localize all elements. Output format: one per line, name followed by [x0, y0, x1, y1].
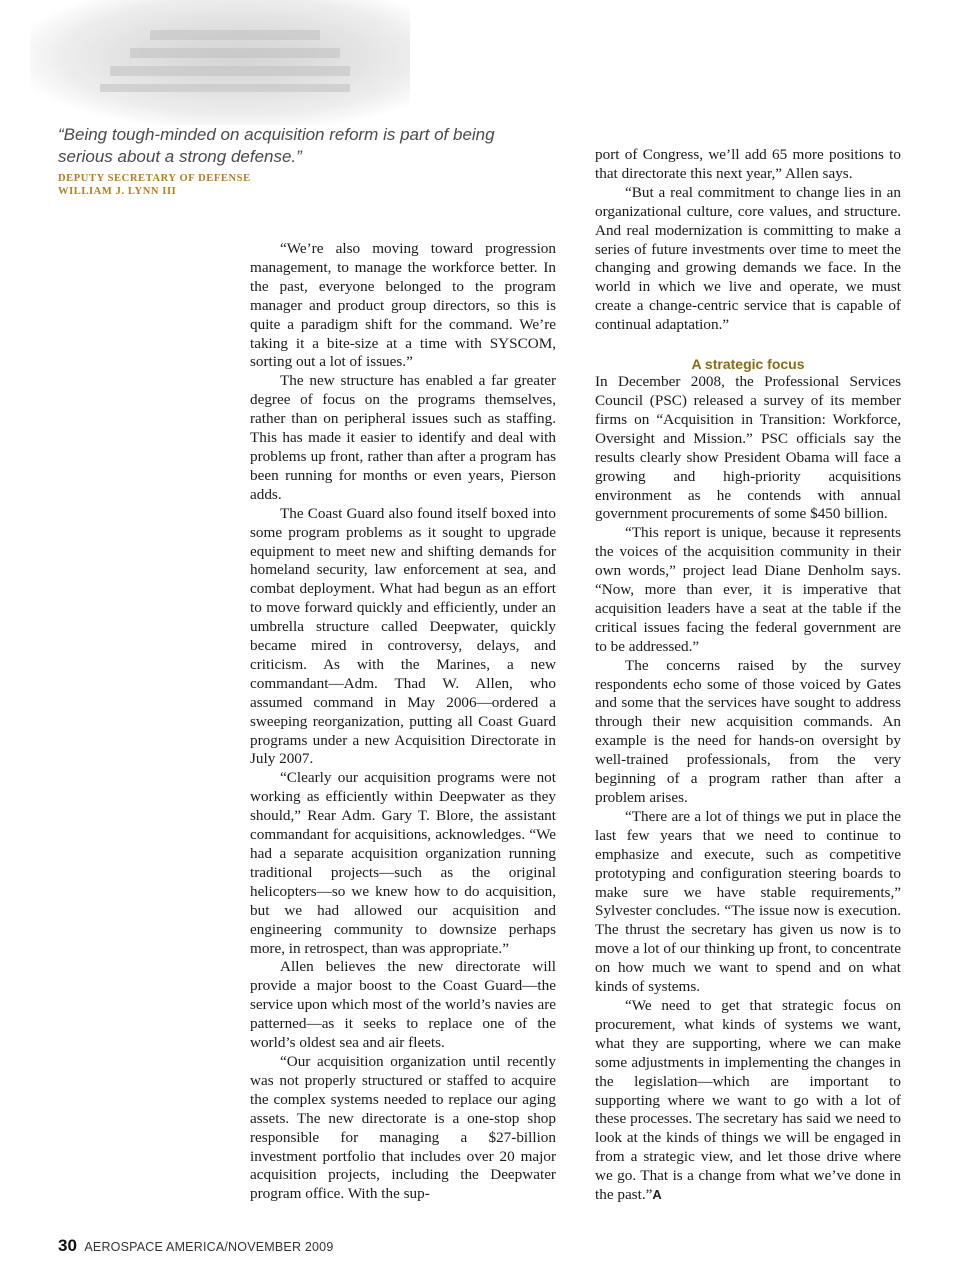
paragraph: “Clearly our acquisition programs were not working as efficiently within Deepwater as they should,” Rear Adm. Gary T. Blore, the assistant commandant for acquisitions, acknowledges. “We had a separate acquisition organization running traditional projects—such as the original helicopters—so we knew how to do acquisition, but we had allowed our acquisition and engineering community to downsize perhaps more, in retrospect, than was appropriate.” — [250, 769, 556, 957]
paragraph: The concerns raised by the survey respondents echo some of those voiced by Gates and some that the services have sought to address through their new acquisition commands. An example is the need for hands-on oversight by well-trained professionals, from the very beginning of a program rather than after a problem arises. — [595, 656, 901, 806]
publication-line: AEROSPACE AMERICA/NOVEMBER 2009 — [84, 1240, 334, 1254]
paragraph: The new structure has enabled a far greater degree of focus on the programs themselves, rather than on peripheral issues such as staffing. This has made it easier to identify and deal with problems up front, rather than after a program has been running for months or even years, Pierson adds. — [250, 372, 556, 503]
paragraph: In December 2008, the Professional Services Council (PSC) released a survey of its member firms on “Acquisition in Transition: Workforce, Oversight and Mission.” PSC officials say the results clearly show President Obama will face a growing and high-priority acquisitions environment as he contends with annual government procurements of some $450 billion. — [595, 373, 901, 523]
paragraph: The Coast Guard also found itself boxed into some program problems as it sought to upgrade equipment to meet new and shifting demands for homeland security, law enforcement at sea, and combat deployment. What had begun as an effort to move forward quickly and efficiently, under an umbrella structure called Deepwater, quickly became mired in controversy, delays, and criticism. As with the Marines, a new commandant—Adm. Thad W. Allen, who assumed command in May 2006—ordered a sweeping reorganization, putting all Coast Guard programs under a new Acquisition Directorate in July 2007. — [250, 504, 556, 768]
pentagon-photo — [30, 0, 410, 125]
end-mark-icon: A — [652, 1187, 662, 1203]
page-footer — [58, 1236, 333, 1256]
section-subhead: A strategic focus — [691, 356, 805, 373]
pull-quote-attribution-name: WILLIAM J. LYNN III — [58, 186, 177, 197]
article-column-left — [250, 240, 556, 1204]
paragraph: Allen believes the new directorate will provide a major boost to the Coast Guard—the service upon which most of the world’s navies are patterned—as it seeks to replace one of the world’s oldest sea and air fleets. — [250, 958, 556, 1052]
page-number: 30 — [58, 1236, 77, 1255]
paragraph: “We’re also moving toward progression management, to manage the workforce better. In the past, everyone belonged to the program manager and product group directors, so this is quite a paradigm shift for the command. We’re taking it a bite-size at a time with SYSCOM, sorting out a lot of issues.” — [250, 240, 556, 371]
paragraph: “There are a lot of things we put in place the last few years that we need to continue to emphasize and execute, such as competitive prototyping and configuration steering boards to make sure we have stable requirements,” Sylvester concludes. “The issue now is execution. The thrust the secretary has given us now is to move a lot of our thinking up front, to concentrate on how much we want to spend and on what kinds of systems. — [595, 807, 901, 996]
pull-quote-attribution-title: DEPUTY SECRETARY OF DEFENSE — [58, 173, 251, 184]
pull-quote — [58, 124, 538, 198]
paragraph: “But a real commitment to change lies in an organizational culture, core values, and structure. And real modernization is committing to make a series of future investments over time to meet the changing and growing demands we face. In the world in which we live and operate, we must create a change-centric service that is capable of continual adaptation.” — [595, 183, 901, 334]
article-column-right — [595, 146, 901, 1205]
paragraph: “Our acquisition organization until recently was not properly structured or staffed to acquire the complex systems needed to replace our aging assets. The new directorate is a one-stop shop responsible for managing a $27-billion investment portfolio that includes over 20 major acquisition projects, including the Deepwater program office. With the sup- — [250, 1052, 556, 1203]
paragraph-last-text: “We need to get that strategic focus on procurement, what kinds of systems we want, what they are supporting, where we can make some adjustments in implementing the changes in the legislation—which are important to supporting where we want to go with a lot of these processes. The secretary has said we need to look at the kinds of things we will be engaged in from a strategic view, and let those drive where we go. That is a change from what we’ve done in the past.” — [595, 996, 901, 1204]
pull-quote-text: “Being tough-minded on acquisition reform is part of being serious about a strong defense.” — [58, 125, 495, 166]
paragraph-continuation: port of Congress, we’ll add 65 more positions to that directorate this next year,” Allen says. — [595, 146, 901, 182]
paragraph: “This report is unique, because it represents the voices of the acquisition community in their own words,” project lead Diane Denholm says. “Now, more than ever, it is imperative that acquisition leaders have a seat at the table if the critical issues facing the federal government are to be addressed.” — [595, 524, 901, 655]
paragraph-last — [595, 997, 901, 1205]
